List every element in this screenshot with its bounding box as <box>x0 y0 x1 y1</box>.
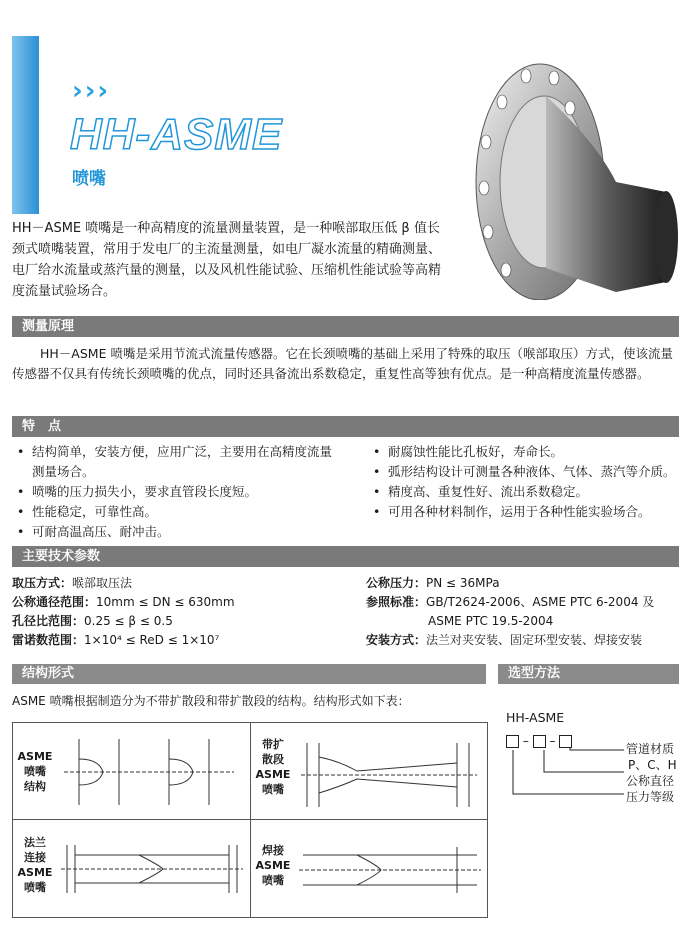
product-subtitle: 喷嘴 <box>72 169 106 189</box>
accent-bar <box>12 36 39 214</box>
feature-item: • 弧形结构设计可测量各种液体、气体、蒸汽等介质。 <box>368 462 678 482</box>
spec-row: 公称通径范围：10mm ≤ DN ≤ 630mm <box>12 595 235 609</box>
cell-label: 带扩 散段 ASME 喷嘴 <box>255 738 291 796</box>
spec-row: 雷诺数范围：1×10⁴ ≤ ReD ≤ 1×10⁷ <box>12 633 220 647</box>
chevron-icons: ››› <box>72 76 111 106</box>
nozzle-product-image <box>466 32 682 300</box>
features-right-list <box>368 442 678 522</box>
structure-paragraph: ASME 喷嘴根据制造分为不带扩散段和带扩散段的结构。结构形式如下表： <box>12 694 410 708</box>
intro-paragraph: HH－ASME 喷嘴是一种高精度的流量测量装置，是一种喉部取压低 β 值长颈式喷嘴装置，常用于发电厂的主流量测量，如电厂凝水流量的精确测量、电厂给水流量或蒸汽量的测量，以及风机性能试验、压缩机性能试验等高精度流量试验场合。 <box>12 221 442 299</box>
specs-left <box>12 574 362 650</box>
specs-right <box>366 574 684 650</box>
flange-nozzle-drawing <box>59 825 245 911</box>
section-heading-specs: 主要技术参数 <box>12 546 679 567</box>
spec-row: ASME PTC 19.5-2004 <box>428 614 554 628</box>
structure-table <box>12 722 488 918</box>
spec-row: 取压方式：喉部取压法 <box>12 576 133 590</box>
diffuser-nozzle-drawing <box>297 729 483 815</box>
section-heading-principle: 测量原理 <box>12 316 679 337</box>
section-heading-structure: 结构形式 <box>12 664 486 684</box>
model-code-boxes: – – <box>506 734 572 748</box>
features-left-list <box>12 442 342 542</box>
selection-legend <box>626 741 677 805</box>
product-title: HH-ASME <box>70 110 283 159</box>
spec-row: 公称压力：PN ≤ 36MPa <box>366 576 500 590</box>
legend-item: 管道材质 <box>626 742 675 756</box>
selection-connector-lines <box>506 742 626 802</box>
feature-item: • 耐腐蚀性能比孔板好，寿命长。 <box>368 442 678 462</box>
feature-item: • 精度高、重复性好、流出系数稳定。 <box>368 482 678 502</box>
cell-label: 法兰 连接 ASME 喷嘴 <box>17 836 53 894</box>
section-heading-selection: 选型方法 <box>498 664 679 684</box>
feature-item: • 喷嘴的压力损失小，要求直管段长度短。 <box>12 482 342 502</box>
spec-row: 安装方式：法兰对夹安装、固定环型安装、焊接安装 <box>366 633 643 647</box>
feature-item: • 性能稳定，可靠性高。 <box>12 502 342 522</box>
legend-item: 公称直径 <box>626 774 675 788</box>
legend-item: 压力等级 <box>626 790 675 804</box>
section-heading-features: 特 点 <box>12 416 679 437</box>
feature-item: • 可用各种材料制作，运用于各种性能实验场合。 <box>368 502 678 522</box>
nozzle-drawing <box>59 729 245 815</box>
legend-item: P、C、H <box>628 758 677 772</box>
principle-paragraph: HH－ASME 喷嘴是采用节流式流量传感器。它在长颈喷嘴的基础上采用了特殊的取压（喉部取压）方式，使该流量传感器不仅具有传统长颈喷嘴的优点，同时还具备流出系数稳定，重复性高等独有优点。是一种高精度流量传感器。 <box>12 346 673 381</box>
cell-label: ASME 喷嘴 结构 <box>17 750 53 793</box>
spec-row: 孔径比范围：0.25 ≤ β ≤ 0.5 <box>12 614 173 628</box>
welded-nozzle-drawing <box>297 825 483 911</box>
model-code: HH-ASME <box>506 710 565 725</box>
spec-row: 参照标准：GB/T2624-2006、ASME PTC 6-2004 及 <box>366 595 655 609</box>
feature-item: • 可耐高温高压、耐冲击。 <box>12 522 342 542</box>
cell-label: 焊接 ASME 喷嘴 <box>255 844 291 887</box>
feature-item: • 结构简单，安装方便，应用广泛，主要用在高精度流量测量场合。 <box>12 442 342 482</box>
